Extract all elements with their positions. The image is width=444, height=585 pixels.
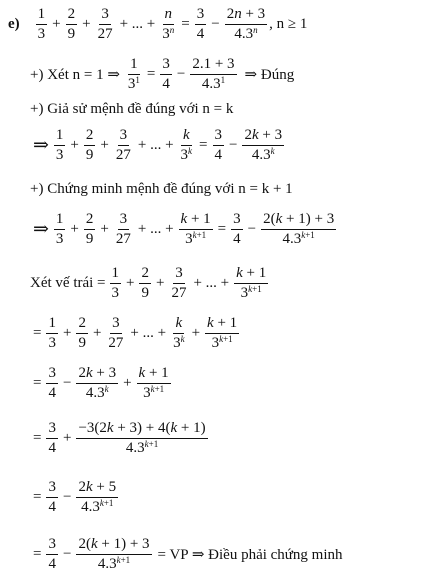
statement-condition: , n ≥ 1 [269,15,308,32]
assumption-line [30,96,233,122]
statement-line [8,4,307,44]
lhs-prefix: Xét vế trái = [30,274,106,291]
expand-line: = $\frac{1}{3}$ + $\frac{2}{9}$ + $\frac{3}{27}$ + ... + $\frac{k}{3^k}$ + $\frac{k + 1}{3^{k+1}}$ [33,315,238,351]
simplify-line: = $\frac{3}{4}$ − $\frac{2k + 5}{4.3^{k+1}}$ [33,479,117,515]
conclusion-text: = VP ⇒ Điều phải chứng minh [157,546,343,563]
combine-line: = $\frac{3}{4}$ + $\frac{-3(2k + 3) + 4(k + 1)}{4.3^{k+1}}$ [33,420,206,456]
statement-formula: $\frac{1}{3}$ + $\frac{2}{9}$ + $\frac{3}{27}$ + ... + $\frac{n}{3^n}$ = $\frac{3}{4}$ − $\frac{2n + 3}{4.3^n}$ [37,6,266,42]
goal-formula-line: ⇒ $\frac{1}{3}$ + $\frac{2}{9}$ + $\frac{3}{27}$ + ... + $\frac{k + 1}{3^{k+1}}$ = $\frac{3}{4}$ − $\frac{2(k + 1) + 3}{4.3^{k+1}}$ [33,211,335,247]
base-case-prefix: +) Xét n = 1 ⇒ [30,66,120,83]
assumption-text: +) Giả sử mệnh đề đúng với n = k [30,100,234,117]
base-case-result: ⇒ Đúng [244,66,295,83]
lhs-line: Xét vế trái = $\frac{1}{3}$ + $\frac{2}{9}$ + $\frac{3}{27}$ + ... + $\frac{k + 1}{3^{k+1}}$ [30,265,267,301]
induction-step-text: +) Chứng minh mệnh đề đúng với n = k + 1 [30,180,293,197]
substitute-line: = $\frac{3}{4}$ − $\frac{2k + 3}{4.3^k}$ + $\frac{k + 1}{3^{k+1}}$ [33,365,169,401]
assumption-formula-line: ⇒ $\frac{1}{3}$ + $\frac{2}{9}$ + $\frac{3}{27}$ + ... + $\frac{k}{3^k}$ = $\frac{3}{4}$ − $\frac{2k + 3}{4.3^k}$ [33,127,283,163]
conclusion-line: = $\frac{3}{4}$ − $\frac{2(k + 1) + 3}{4.3^{k+1}}$ = VP ⇒ Điều phải chứng minh [33,536,343,572]
base-case-line: +) Xét n = 1 ⇒ $\frac{1}{3^1}$ = $\frac{3}{4}$ − $\frac{2.1 + 3}{4.3^1}$ ⇒ Đúng [30,56,295,92]
problem-label: e) [8,15,20,32]
induction-step-line [30,176,293,202]
